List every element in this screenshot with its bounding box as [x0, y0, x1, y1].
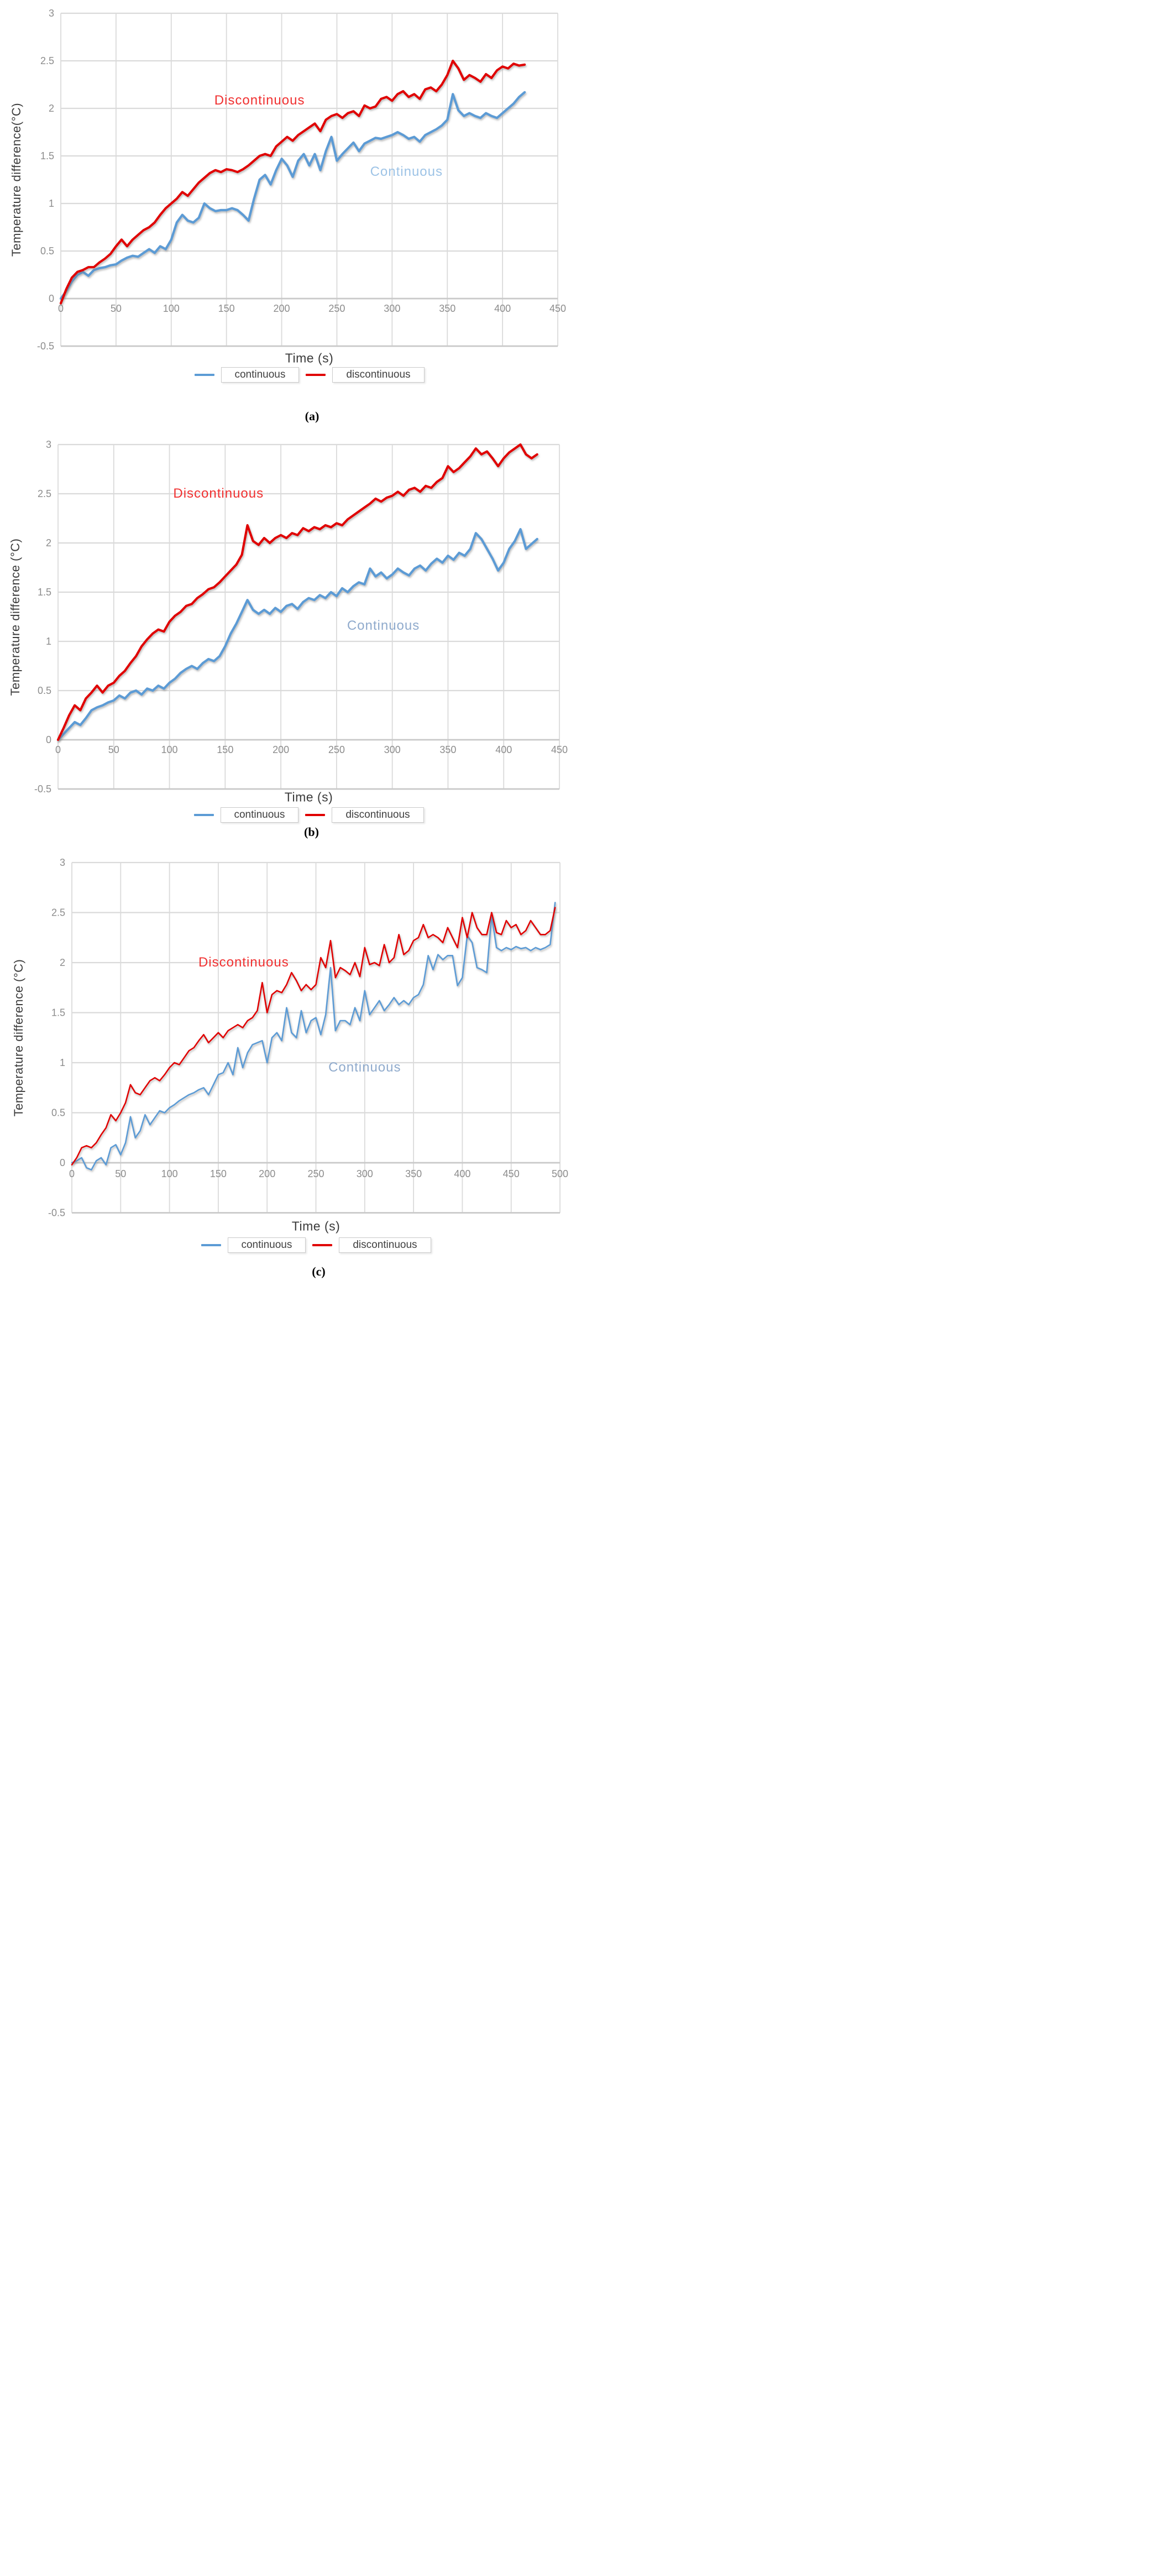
- svg-text:3: 3: [48, 8, 54, 19]
- svg-text:-0.5: -0.5: [34, 783, 51, 795]
- svg-text:400: 400: [494, 303, 511, 314]
- svg-text:150: 150: [217, 744, 234, 755]
- svg-text:150: 150: [210, 1168, 227, 1179]
- svg-text:400: 400: [454, 1168, 471, 1179]
- legend-label-discontinuous: discontinuous: [339, 1237, 431, 1253]
- x-axis-title-c: Time (s): [291, 1219, 341, 1234]
- svg-text:250: 250: [307, 1168, 324, 1179]
- svg-text:0: 0: [59, 1157, 65, 1168]
- legend-b: [193, 807, 423, 823]
- svg-text:400: 400: [495, 744, 512, 755]
- svg-text:0: 0: [55, 744, 61, 755]
- svg-text:450: 450: [551, 744, 568, 755]
- annotation-discontinuous-c: Discontinuous: [198, 955, 289, 970]
- legend-swatch-discontinuous: [312, 1244, 332, 1246]
- svg-text:250: 250: [328, 744, 345, 755]
- svg-text:-0.5: -0.5: [36, 341, 54, 352]
- svg-text:50: 50: [115, 1168, 127, 1179]
- svg-text:3: 3: [45, 439, 51, 450]
- svg-text:1.5: 1.5: [40, 150, 54, 161]
- svg-text:0: 0: [57, 303, 64, 314]
- svg-text:-0.5: -0.5: [48, 1207, 65, 1219]
- x-axis-title-b: Time (s): [284, 790, 333, 804]
- legend-swatch-discontinuous: [305, 814, 325, 816]
- svg-text:1.5: 1.5: [51, 1007, 65, 1018]
- x-axis-title-a: Time (s): [285, 351, 334, 365]
- legend-c: [201, 1237, 431, 1253]
- legend-label-discontinuous: discontinuous: [332, 367, 424, 383]
- caption-c: (c): [312, 1265, 326, 1278]
- svg-text:1: 1: [48, 198, 54, 209]
- svg-text:350: 350: [405, 1168, 422, 1179]
- legend-label-continuous: continuous: [227, 1237, 306, 1253]
- caption-a: (a): [305, 409, 320, 423]
- svg-text:200: 200: [273, 303, 290, 314]
- legend-swatch-discontinuous: [306, 374, 326, 376]
- svg-text:0: 0: [45, 734, 51, 745]
- svg-text:2.5: 2.5: [37, 488, 51, 499]
- legend-swatch-continuous: [193, 814, 213, 816]
- svg-text:2: 2: [59, 957, 65, 968]
- legend-label-discontinuous: discontinuous: [332, 807, 423, 823]
- svg-text:0.5: 0.5: [37, 685, 51, 696]
- svg-text:300: 300: [384, 744, 401, 755]
- annotation-continuous-a: Continuous: [370, 164, 443, 180]
- y-axis-title-a: Temperature difference(°C): [9, 102, 23, 257]
- legend-swatch-continuous: [194, 374, 214, 376]
- svg-text:0: 0: [48, 293, 54, 304]
- svg-text:50: 50: [110, 303, 122, 314]
- legend-label-continuous: continuous: [221, 367, 299, 383]
- svg-text:250: 250: [328, 303, 345, 314]
- annotation-continuous-b: Continuous: [347, 618, 420, 633]
- caption-b: (b): [304, 825, 319, 839]
- svg-text:300: 300: [384, 303, 401, 314]
- svg-text:100: 100: [163, 303, 180, 314]
- svg-text:1: 1: [59, 1057, 65, 1068]
- svg-text:50: 50: [108, 744, 119, 755]
- svg-text:100: 100: [161, 744, 178, 755]
- legend-swatch-continuous: [201, 1244, 221, 1246]
- svg-text:2: 2: [48, 103, 54, 114]
- annotation-discontinuous-a: Discontinuous: [214, 93, 305, 108]
- svg-text:1: 1: [45, 636, 51, 647]
- svg-text:0.5: 0.5: [51, 1107, 65, 1119]
- svg-text:300: 300: [356, 1168, 373, 1179]
- y-axis-title-c: Temperature difference (°C): [12, 959, 25, 1117]
- svg-text:350: 350: [439, 744, 457, 755]
- charts-canvas: [0, 0, 576, 1288]
- svg-text:450: 450: [549, 303, 567, 314]
- svg-text:450: 450: [502, 1168, 520, 1179]
- y-axis-title-b: Temperature difference (°C): [8, 538, 22, 696]
- svg-text:0.5: 0.5: [40, 245, 54, 257]
- svg-text:200: 200: [273, 744, 290, 755]
- svg-text:500: 500: [551, 1168, 569, 1179]
- svg-text:2: 2: [45, 537, 51, 548]
- figure-temperature-charts: [0, 0, 576, 1288]
- legend-label-continuous: continuous: [220, 807, 299, 823]
- svg-text:3: 3: [59, 857, 65, 868]
- svg-text:1.5: 1.5: [37, 587, 51, 598]
- annotation-continuous-c: Continuous: [328, 1060, 401, 1075]
- svg-text:150: 150: [218, 303, 235, 314]
- svg-text:2.5: 2.5: [40, 55, 54, 66]
- svg-text:2.5: 2.5: [51, 907, 65, 918]
- svg-text:100: 100: [161, 1168, 178, 1179]
- svg-text:200: 200: [259, 1168, 276, 1179]
- svg-text:350: 350: [439, 303, 456, 314]
- legend-a: [194, 367, 424, 383]
- svg-text:0: 0: [69, 1168, 75, 1179]
- annotation-discontinuous-b: Discontinuous: [173, 486, 264, 501]
